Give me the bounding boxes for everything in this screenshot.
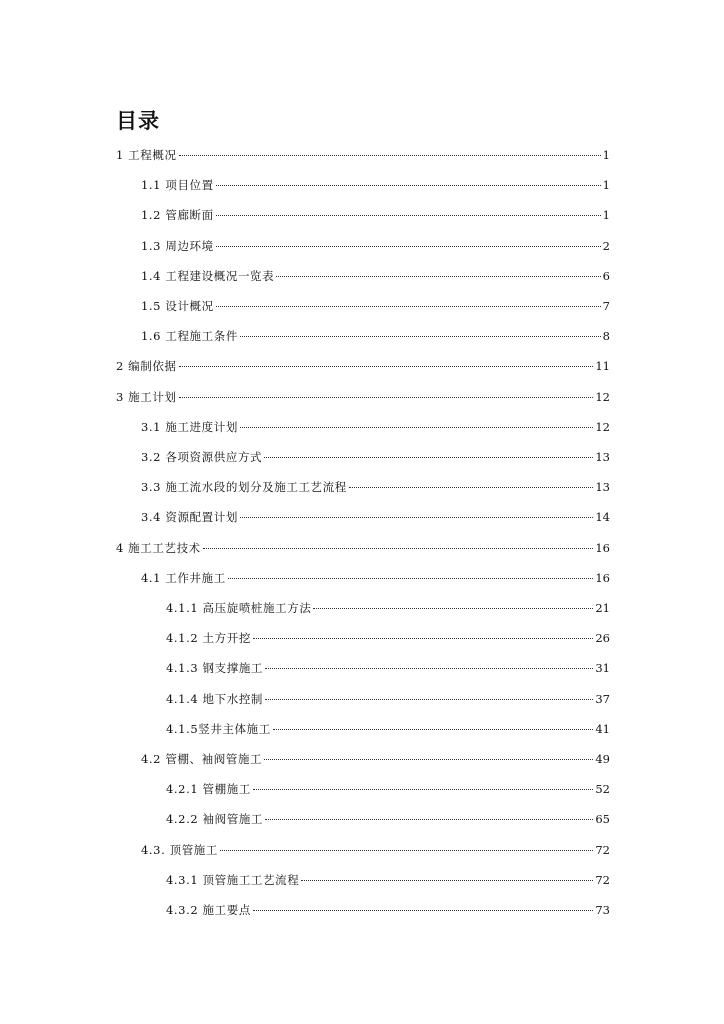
toc-dot-leader [203, 548, 594, 549]
toc-entry[interactable] [116, 540, 610, 556]
toc-entry[interactable] [116, 358, 610, 374]
toc-entry-label: 1.4 工程建设概况一览表 [141, 268, 275, 283]
toc-entry-page-number: 41 [595, 721, 610, 736]
toc-dot-leader [220, 850, 593, 851]
toc-entry-page-number: 31 [595, 661, 610, 676]
toc-entry[interactable] [166, 600, 610, 616]
toc-dot-leader [216, 185, 601, 186]
toc-dot-leader [216, 246, 601, 247]
toc-entry[interactable] [141, 842, 610, 858]
toc-entry-page-number: 26 [595, 631, 610, 646]
toc-entry-page-number: 2 [602, 238, 610, 253]
toc-entry-label: 4.1.3 钢支撑施工 [166, 661, 264, 676]
toc-entry-label: 4.1.5竖井主体施工 [166, 721, 271, 736]
toc-entry-page-number: 1 [602, 148, 610, 162]
toc-entry-label: 4.1.1 高压旋喷桩施工方法 [166, 601, 312, 615]
toc-entry-page-number: 13 [595, 450, 610, 464]
toc-entry[interactable] [141, 751, 610, 767]
toc-entry-page-number: 6 [602, 268, 610, 283]
toc-entry-page-number: 49 [595, 752, 610, 766]
toc-entry-label: 4.1.2 土方开挖 [166, 631, 251, 646]
toc-dot-leader [179, 397, 594, 398]
toc-entry-label: 1.2 管廊断面 [141, 208, 214, 223]
toc-entry[interactable] [116, 147, 610, 163]
toc-dot-leader [216, 215, 601, 216]
toc-entry[interactable] [166, 721, 610, 737]
toc-entry-page-number: 21 [595, 601, 610, 615]
toc-entry-label: 4.3. 顶管施工 [141, 842, 218, 857]
toc-entry[interactable] [166, 691, 610, 707]
toc-entry[interactable] [141, 449, 610, 465]
toc-entry[interactable] [141, 298, 610, 314]
toc-dot-leader [301, 880, 593, 881]
toc-entry-label: 3.3 施工流水段的划分及施工工艺流程 [141, 480, 347, 495]
toc-entry[interactable] [141, 570, 610, 586]
toc-entry-label: 1.3 周边环境 [141, 238, 214, 253]
toc-dot-leader [265, 819, 593, 820]
toc-dot-leader [265, 668, 593, 669]
toc-dot-leader [313, 608, 593, 609]
toc-entry-page-number: 52 [595, 782, 610, 797]
toc-entry[interactable] [141, 238, 610, 254]
toc-entry[interactable] [141, 328, 610, 344]
toc-dot-leader [179, 366, 594, 367]
toc-dot-leader [276, 276, 600, 277]
toc-entry[interactable] [141, 177, 610, 193]
toc-entry-label: 1 工程概况 [116, 148, 177, 162]
toc-entry-label: 1.1 项目位置 [141, 178, 214, 193]
toc-entry-page-number: 1 [602, 178, 610, 193]
toc-entry-label: 4.3.2 施工要点 [166, 903, 251, 917]
toc-entry-page-number: 8 [602, 329, 610, 344]
toc-dot-leader [240, 427, 593, 428]
toc-entry-label: 3 施工计划 [116, 389, 177, 404]
toc-entry[interactable] [141, 268, 610, 284]
toc-title: 目录 [116, 109, 160, 133]
toc-dot-leader [253, 638, 593, 639]
toc-entry[interactable] [116, 389, 610, 405]
toc-entry-page-number: 72 [595, 842, 610, 857]
toc-entry[interactable] [166, 630, 610, 646]
toc-entry-page-number: 13 [595, 480, 610, 495]
toc-entry[interactable] [166, 902, 610, 918]
toc-dot-leader [228, 578, 594, 579]
toc-entry-label: 4 施工工艺技术 [116, 540, 201, 555]
toc-entry[interactable] [141, 479, 610, 495]
toc-entry-label: 4.1 工作井施工 [141, 570, 226, 585]
toc-dot-leader [253, 910, 593, 911]
toc-entry-label: 4.2.1 管棚施工 [166, 782, 251, 797]
toc-dot-leader [179, 155, 601, 156]
toc-entry-page-number: 12 [595, 389, 610, 404]
toc-entry[interactable] [166, 872, 610, 888]
toc-entry-page-number: 16 [595, 540, 610, 555]
toc-entry[interactable] [141, 509, 610, 525]
toc-entry-label: 2 编制依据 [116, 359, 177, 374]
toc-entry-page-number: 16 [595, 570, 610, 585]
toc-entry-page-number: 11 [595, 359, 610, 374]
toc-dot-leader [264, 457, 593, 458]
toc-entry-label: 4.1.4 地下水控制 [166, 691, 264, 706]
toc-entry-page-number: 65 [595, 812, 610, 827]
toc-entry-page-number: 72 [595, 872, 610, 887]
toc-dot-leader [240, 517, 593, 518]
toc-entry[interactable] [141, 419, 610, 435]
toc-dot-leader [264, 759, 593, 760]
toc-entry-label: 1.5 设计概况 [141, 299, 214, 313]
toc-entry-label: 3.4 资源配置计划 [141, 510, 238, 525]
toc-entry-page-number: 7 [602, 299, 610, 313]
toc-entry-page-number: 73 [595, 903, 610, 917]
toc-entry-label: 3.1 施工进度计划 [141, 419, 238, 434]
toc-dot-leader [349, 487, 594, 488]
toc-dot-leader [273, 729, 593, 730]
toc-entry-page-number: 37 [595, 691, 610, 706]
toc-entry-label: 4.2.2 袖阀管施工 [166, 812, 264, 827]
toc-dot-leader [216, 306, 601, 307]
toc-entry[interactable] [166, 660, 610, 676]
toc-entry-label: 1.6 工程施工条件 [141, 329, 238, 344]
toc-dot-leader [240, 336, 601, 337]
toc-entry-page-number: 14 [595, 510, 610, 525]
toc-entry-label: 4.2 管棚、袖阀管施工 [141, 752, 263, 766]
toc-entry-label: 3.2 各项资源供应方式 [141, 450, 263, 464]
toc-entry[interactable] [166, 781, 610, 797]
toc-entry[interactable] [166, 811, 610, 827]
toc-entry-label: 4.3.1 顶管施工工艺流程 [166, 872, 300, 887]
toc-entry-page-number: 12 [595, 419, 610, 434]
toc-dot-leader [253, 789, 593, 790]
toc-dot-leader [265, 699, 593, 700]
toc-entry-page-number: 1 [602, 208, 610, 223]
toc-entry[interactable] [141, 207, 610, 223]
